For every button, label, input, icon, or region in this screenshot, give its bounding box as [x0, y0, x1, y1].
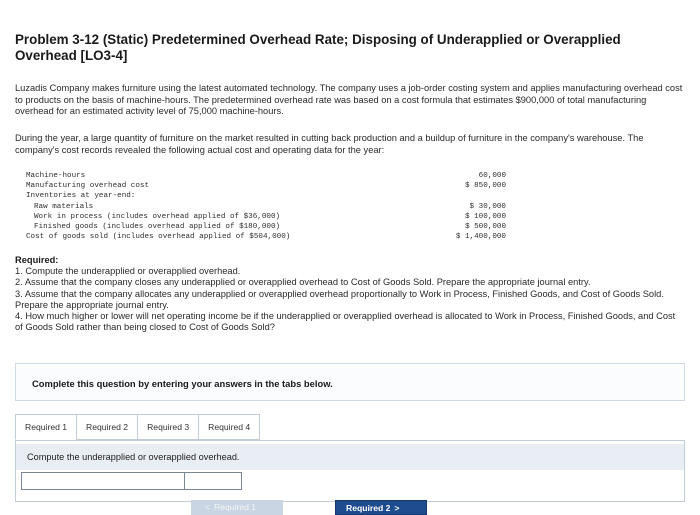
row-value: $ 30,000 — [469, 202, 506, 211]
row-label: Machine-hours — [26, 172, 86, 180]
chevron-right-icon: > — [394, 503, 400, 513]
row-value: $ 100,000 — [464, 212, 506, 221]
row-label: Finished goods (includes overhead applied of $180,000) — [34, 222, 281, 231]
problem-paragraph-1: Luzadis Company makes furniture using the latest automated technology. The company uses a job-order costing system and applies manufacturing overhead cost to products on the basis of machine-hours. The predetermined overhead rate was based on a cost formula that estimates $900,000 of total manufacturing overhead for an estimated activity level of 75,000 machine-hours. — [15, 83, 683, 117]
required-tabs — [15, 414, 259, 440]
tab-required-1[interactable]: Required 1 — [15, 414, 77, 440]
table-row — [26, 232, 506, 242]
row-label: Raw materials — [34, 202, 94, 211]
instructions-panel — [15, 363, 685, 401]
table-row — [26, 191, 506, 201]
row-label: Cost of goods sold (includes overhead applied of $504,000) — [26, 233, 291, 242]
required-item-4: 4. How much higher or lower will net operating income be if the underapplied or overapplied overhead is allocated to Work in Process, Finished Goods, and Cost of Goods Sold rather than being closed to Cost of Goods Sold? — [15, 311, 676, 333]
cost-data-table — [26, 171, 506, 242]
table-row — [26, 212, 506, 222]
answer-row — [21, 472, 676, 490]
problem-paragraph-2: During the year, a large quantity of furniture on the market resulted in cutting back production and a buildup of furniture in the company's warehouse. The company's cost records revealed the following actual cost and operating data for the year: — [15, 133, 644, 155]
tab-required-2[interactable]: Required 2 — [76, 414, 138, 440]
problem-title: Problem 3-12 (Static) Predetermined Overhead Rate; Disposing of Underapplied or Overapplied Overhead [LO3-4] — [15, 32, 621, 63]
row-value: $ 850,000 — [464, 182, 506, 191]
instructions-text: Complete this question by entering your answers in the tabs below. — [32, 378, 333, 389]
table-row — [26, 171, 506, 181]
required-item-1: 1. Compute the underapplied or overapplied overhead. — [15, 266, 241, 277]
next-button[interactable] — [335, 500, 427, 515]
row-label: Manufacturing overhead cost — [26, 182, 150, 191]
table-row — [26, 181, 506, 191]
row-value: $ 1,400,000 — [455, 233, 506, 242]
required-heading: Required: — [15, 255, 59, 265]
chevron-left-icon: < — [205, 502, 211, 512]
previous-button-label: Required 1 — [214, 502, 257, 512]
row-label: Inventories at year-end: — [26, 192, 136, 201]
tab-required-3[interactable]: Required 3 — [137, 414, 199, 440]
required-item-2: 2. Assume that the company closes any underapplied or overapplied overhead to Cost of Goods Sold. Prepare the appropriate journal entry. — [15, 277, 591, 288]
row-value: $ 500,000 — [464, 222, 506, 231]
previous-button[interactable] — [191, 500, 283, 515]
row-label: Work in process (includes overhead applied of $36,000) — [34, 212, 281, 221]
required-item-3: 3. Assume that the company allocates any underapplied or overapplied overhead proportionally to Work in Process, Finished Goods, and Cost of Goods Sold. Prepare the appropriate journal entry. — [15, 288, 664, 310]
question-prompt: Compute the underapplied or overapplied overhead. — [16, 444, 684, 470]
table-row — [26, 222, 506, 232]
table-row — [26, 202, 506, 212]
tab-navigation — [15, 500, 685, 515]
tab-required-4[interactable]: Required 4 — [198, 414, 260, 440]
answer-amount-input[interactable] — [184, 472, 242, 490]
answer-label-input[interactable] — [21, 472, 184, 490]
next-button-label: Required 2 — [346, 503, 391, 513]
tab-content — [15, 440, 685, 502]
row-value: 60,000 — [478, 172, 506, 180]
required-section — [15, 255, 685, 333]
